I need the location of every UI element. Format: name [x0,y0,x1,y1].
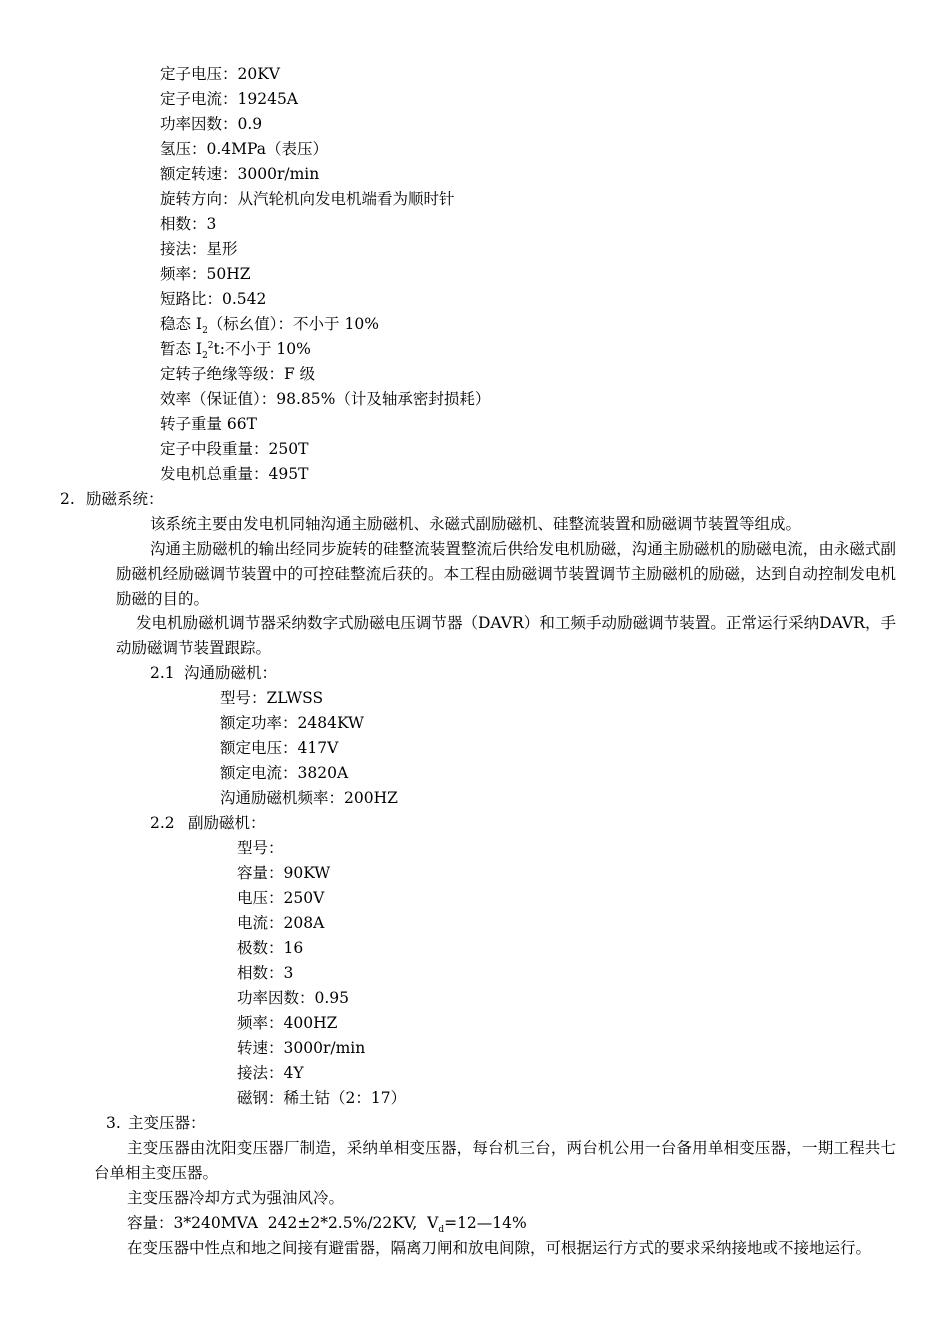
pilot-exciter-param: 转速：3000r/min [237,1039,366,1057]
pilot-exciter-param: 型号： [237,839,284,857]
generator-param: 转子重量 66T [160,415,257,433]
transient-i2t-line [160,337,311,362]
pilot-exciter-param: 接法：4Y [237,1064,304,1082]
exciter-param: 额定电流：3820A [220,764,349,782]
subsection-number: 2.1 [150,664,175,682]
transient-i2t-suffix: t:不小于 10% [213,340,311,358]
generator-param: 定子电流：19245A [160,90,299,108]
generator-param: 短路比：0.542 [160,290,267,308]
pilot-exciter-param: 极数：16 [237,939,304,957]
exciter-param: 型号：ZLWSS [220,689,324,707]
pilot-exciter-param: 电压：250V [237,889,325,907]
exciter-param: 额定功率：2484KW [220,714,364,732]
paragraph: 主变压器冷却方式为强油风冷。 [127,1189,345,1207]
generator-param: 效率（保证值）：98.85%（计及轴承密封损耗） [160,390,491,408]
subsection-heading [150,811,266,836]
capacity-suffix: =12—14% [444,1214,527,1232]
generator-param: 定转子绝缘等级：F 级 [160,365,316,383]
pilot-exciter-param: 磁钢：稀土钴（2：17） [237,1089,407,1107]
generator-param: 发电机总重量：495T [160,465,309,483]
subsection-title: 沟通励磁机： [184,664,278,682]
steady-i2-suffix: （标幺值）：不小于 10% [207,315,379,333]
section-number: 2. [60,490,75,508]
paragraph: 沟通主励磁机的输出经同步旋转的硅整流装置整流后供给发电机励磁，沟通主励磁机的励磁电流，由永磁式副励磁机经励磁调节装置中的可控硅整流后获的。本工程由励磁调节装置调节主励磁机的励磁，达到自动控制发电机励磁的目的。 [116,540,896,608]
section-title: 主变压器： [128,1114,206,1132]
generator-param: 旋转方向：从汽轮机向发电机端看为顺时针 [160,190,455,208]
generator-param: 额定转速：3000r/min [160,165,320,183]
generator-param: 定子电压：20KV [160,65,280,83]
pilot-exciter-param: 电流：208A [237,914,325,932]
paragraph: 在变压器中性点和地之间接有避雷器，隔离刀闸和放电间隙，可根据运行方式的要求采纳接地或不接地运行。 [127,1239,872,1257]
transient-i2t-prefix: 暂态 I [160,340,203,358]
generator-param: 频率：50HZ [160,265,251,283]
exciter-param: 额定电压：417V [220,739,339,757]
transient-i2t-subscript: 2 [202,351,208,362]
section-title: 励磁系统： [86,490,164,508]
generator-param: 功率因数：0.9 [160,115,263,133]
subsection-title: 副励磁机： [188,814,266,832]
steady-i2-subscript: 2 [202,326,208,337]
pilot-exciter-param: 容量：90KW [237,864,331,882]
generator-param: 定子中段重量：250T [160,440,309,458]
pilot-exciter-param: 功率因数：0.95 [237,989,350,1007]
section-heading [60,487,164,512]
section-heading [106,1111,206,1136]
pilot-exciter-param: 频率：400HZ [237,1014,338,1032]
transient-i2t-superscript: 2 [207,340,214,351]
capacity-subscript: d [438,1225,445,1236]
pilot-exciter-param: 相数：3 [237,964,294,982]
capacity-line [127,1211,527,1236]
capacity-prefix: 容量：3*240MVA 242±2*2.5%/22KV, V [127,1214,439,1232]
subsection-number: 2.2 [150,814,175,832]
exciter-param: 沟通励磁机频率：200HZ [220,789,398,807]
section-number: 3. [106,1114,121,1132]
generator-param: 相数：3 [160,215,217,233]
generator-param: 氢压：0.4MPa（表压） [160,140,328,158]
steady-i2-prefix: 稳态 I [160,315,203,333]
paragraph: 主变压器由沈阳变压器厂制造，采纳单相变压器，每台机三台，两台机公用一台备用单相变压器，一期工程共七台单相主变压器。 [94,1139,896,1182]
steady-i2-line [160,312,379,337]
paragraph: 发电机励磁机调节器采纳数字式励磁电压调节器（DAVR）和工频手动励磁调节装置。正常运行采纳DAVR，手动励磁调节装置跟踪。 [116,614,896,657]
subsection-heading [150,661,277,686]
paragraph: 该系统主要由发电机同轴沟通主励磁机、永磁式副励磁机、硅整流装置和励磁调节装置等组成。 [150,515,802,533]
generator-param: 接法：星形 [160,240,238,258]
